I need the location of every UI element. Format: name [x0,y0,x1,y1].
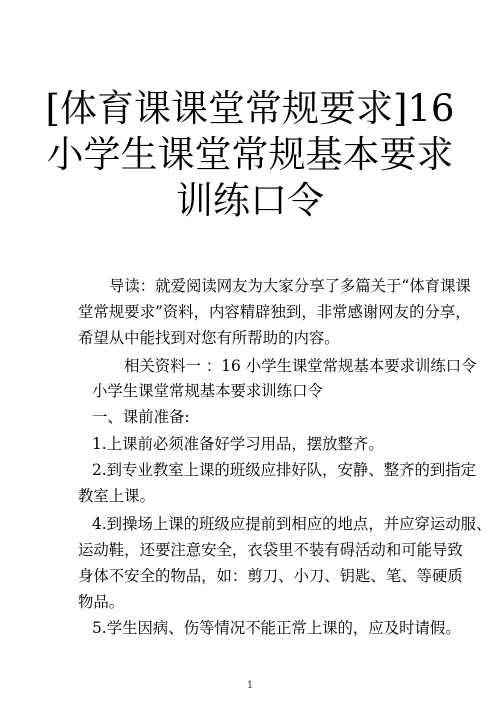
intro-line-2: 堂常规要求”资料，内容精辟独到，非常感谢网友的分享， [78,303,471,321]
title-line-3: 训练口令 [176,179,324,222]
subheading: 小学生课堂常规基本要求训练口令 [92,382,323,400]
list-item-continuation: 物品。 [78,593,125,611]
list-item: 2.到专业教室上课的班级应排好队，安静、整齐的到指定 [92,461,477,479]
list-item: 4.到操场上课的班级应提前到相应的地点，并应穿运动服、 [92,515,492,533]
title-line-1: [体育课课堂常规要求]16 [45,87,455,130]
list-item: 1.上课前必须准备好学习用品，摆放整齐。 [92,435,384,453]
list-item: 5.学生因病、伤等情况不能正常上课的，应及时请假。 [92,619,461,637]
intro-line-1: 导读：就爱阅读网友为大家分享了多篇关于“体育课课 [109,277,471,295]
section-heading: 一、课前准备: [92,408,190,426]
list-item-continuation: 身体不安全的物品，如：剪刀、小刀、钥匙、笔、等硬质 [78,567,463,585]
page-number: 1 [246,680,254,691]
list-item-continuation: 教室上课。 [78,487,155,505]
related-material: 相关资料一 ：16 小学生课堂常规基本要求训练口令 [124,357,477,375]
intro-line-3: 希望从中能找到对您有所帮助的内容。 [78,329,340,347]
list-item-continuation: 运动鞋，还要注意安全，衣袋里不装有碍活动和可能导致 [78,541,463,559]
title-line-2: 小学生课堂常规基本要求 [46,133,454,176]
